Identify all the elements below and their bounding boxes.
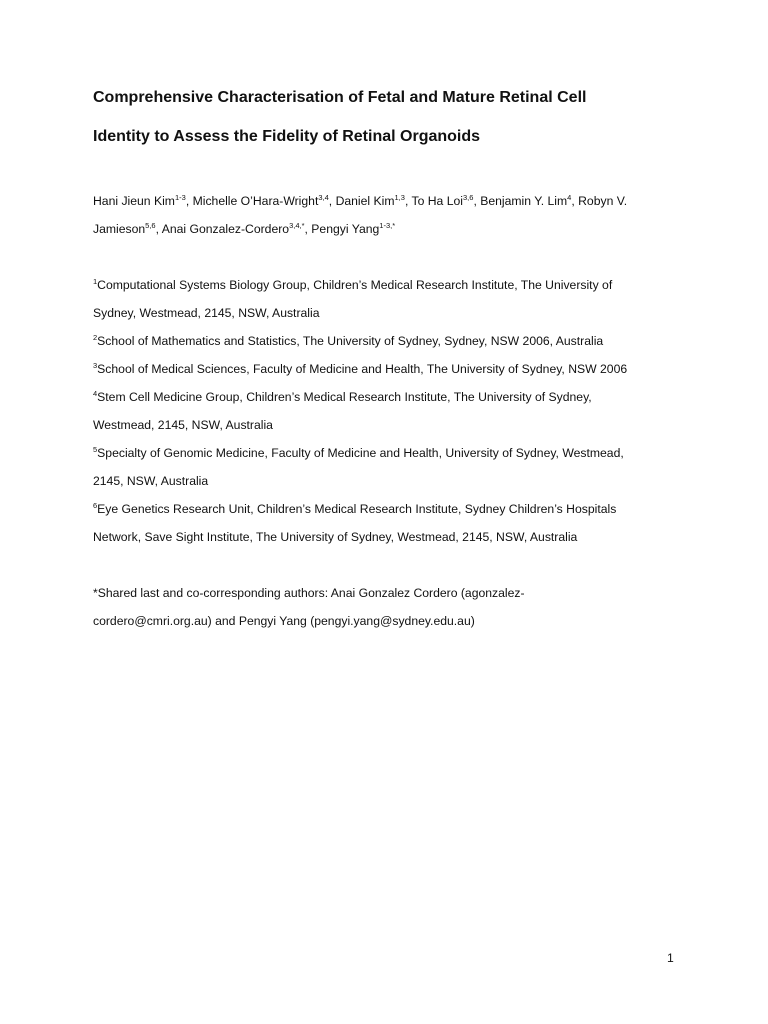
affiliation-5-continued: 2145, NSW, Australia xyxy=(93,474,209,488)
author-affiliation-sup: 5,6 xyxy=(145,221,156,230)
affiliation-1-continued: Sydney, Westmead, 2145, NSW, Australia xyxy=(93,306,320,320)
paper-title-line-1: Comprehensive Characterisation of Fetal and Mature Retinal Cell xyxy=(93,89,587,106)
affiliation-text: School of Medical Sciences, Faculty of Medicine and Health, The University of Sydney, NSW 2006 xyxy=(97,362,628,376)
affiliation-text: Specialty of Genomic Medicine, Faculty of Medicine and Health, University of Sydney, Westmead, xyxy=(97,446,624,460)
affiliation-number: 4 xyxy=(93,389,98,398)
affiliation-3 xyxy=(93,361,627,377)
author-name: Jamieson xyxy=(93,222,146,236)
paper-title-line-2: Identity to Assess the Fidelity of Retinal Organoids xyxy=(93,128,481,145)
author-affiliation-sup: 3,4,* xyxy=(289,221,305,230)
author-affiliation-sup: 3,6 xyxy=(463,193,474,202)
author-name: Pengyi Yang xyxy=(311,222,380,236)
correspondence-line-1: *Shared last and co-corresponding authors: Anai Gonzalez Cordero (agonzalez- xyxy=(93,586,525,600)
author-separator: , xyxy=(185,194,193,208)
authors-line-1 xyxy=(93,193,627,209)
affiliation-4 xyxy=(93,389,592,405)
author-separator: , xyxy=(155,222,162,236)
author-affiliation-sup: 3,4 xyxy=(318,193,329,202)
affiliation-number: 5 xyxy=(93,445,98,454)
affiliation-1 xyxy=(93,277,612,293)
author-name: Robyn V. xyxy=(578,194,628,208)
author-name: To Ha Loi xyxy=(411,194,463,208)
author-name: Anai Gonzalez-Cordero xyxy=(161,222,290,236)
author-separator: , xyxy=(404,194,412,208)
affiliation-4-continued: Westmead, 2145, NSW, Australia xyxy=(93,418,273,432)
affiliation-text: Stem Cell Medicine Group, Children’s Medical Research Institute, The University of Sydney, xyxy=(97,390,592,404)
author-name: Benjamin Y. Lim xyxy=(480,194,568,208)
author-separator: , xyxy=(571,194,579,208)
affiliation-6-continued: Network, Save Sight Institute, The University of Sydney, Westmead, 2145, NSW, Australia xyxy=(93,530,578,544)
affiliation-text: Computational Systems Biology Group, Children’s Medical Research Institute, The University of xyxy=(97,278,613,292)
affiliation-number: 6 xyxy=(93,501,98,510)
affiliation-number: 3 xyxy=(93,361,98,370)
affiliation-number: 1 xyxy=(93,277,98,286)
author-affiliation-sup: 1-3 xyxy=(174,193,186,202)
author-separator: , xyxy=(304,222,312,236)
affiliation-5 xyxy=(93,445,624,461)
authors-line-2 xyxy=(93,221,395,237)
author-separator: , xyxy=(473,194,481,208)
affiliation-text: Eye Genetics Research Unit, Children’s Medical Research Institute, Sydney Children’s Hospitals xyxy=(97,502,617,516)
affiliation-2 xyxy=(93,333,603,349)
affiliation-text: School of Mathematics and Statistics, The University of Sydney, Sydney, NSW 2006, Australia xyxy=(97,334,604,348)
author-name: Hani Jieun Kim xyxy=(93,194,175,208)
author-separator: , xyxy=(328,194,336,208)
author-name: Daniel Kim xyxy=(335,194,395,208)
author-affiliation-sup: 4 xyxy=(567,193,572,202)
affiliation-number: 2 xyxy=(93,333,98,342)
author-affiliation-sup: 1,3 xyxy=(394,193,405,202)
author-name: Michelle O’Hara-Wright xyxy=(192,194,319,208)
affiliation-6 xyxy=(93,501,616,517)
author-affiliation-sup: 1-3,* xyxy=(379,221,396,230)
correspondence-line-2: cordero@cmri.org.au) and Pengyi Yang (pengyi.yang@sydney.edu.au) xyxy=(93,614,475,628)
page-number: 1 xyxy=(667,951,674,965)
